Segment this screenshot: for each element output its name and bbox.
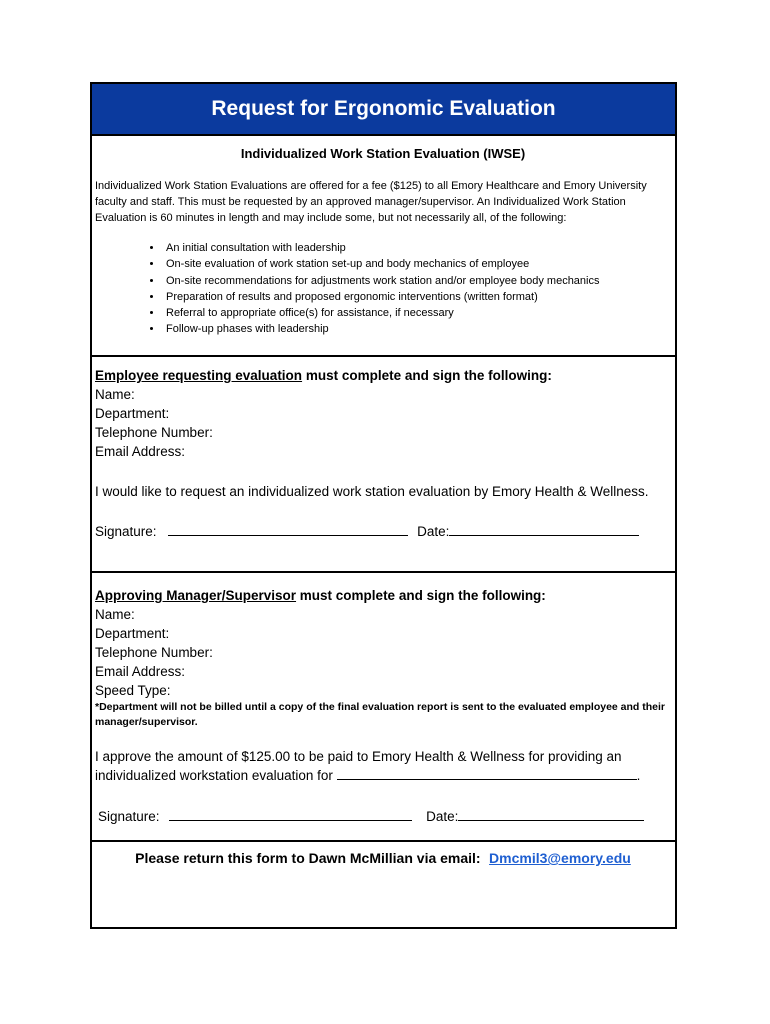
employee-statement: I would like to request an individualized work station evaluation by Emory Health & Wellness. xyxy=(95,484,649,499)
employee-heading-underlined: Employee requesting evaluation xyxy=(95,368,303,383)
employee-signature-row xyxy=(95,522,671,541)
manager-statement-text: individualized workstation evaluation for xyxy=(95,768,333,783)
employee-email-field[interactable]: Email Address: xyxy=(95,444,186,459)
manager-date-label: Date: xyxy=(426,809,459,824)
employee-heading xyxy=(95,366,671,385)
statement-period: . xyxy=(636,768,641,783)
form-title: Request for Ergonomic Evaluation xyxy=(211,97,556,120)
manager-statement-line2 xyxy=(95,766,671,785)
return-email-link[interactable]: Dmcmil3@emory.edu xyxy=(489,850,631,866)
manager-heading-underlined: Approving Manager/Supervisor xyxy=(95,588,297,603)
return-section xyxy=(92,842,675,929)
manager-department-field[interactable]: Department: xyxy=(95,626,170,641)
employee-department-field[interactable]: Department: xyxy=(95,406,170,421)
manager-heading xyxy=(95,586,671,605)
manager-phone-field[interactable]: Telephone Number: xyxy=(95,645,213,660)
list-item: • On-site recommendations for adjustments work station and/or employee body mechanics xyxy=(163,273,671,289)
manager-signature-line[interactable] xyxy=(169,807,412,821)
form-header xyxy=(92,84,675,136)
employee-date-line[interactable] xyxy=(449,522,639,536)
employee-signature-line[interactable] xyxy=(168,522,408,536)
employee-date-label: Date: xyxy=(417,524,450,539)
ergonomic-request-form xyxy=(90,82,677,929)
employee-name-line[interactable] xyxy=(337,766,637,780)
manager-section xyxy=(92,573,675,842)
services-list xyxy=(95,240,671,338)
manager-name-field[interactable]: Name: xyxy=(95,607,135,622)
employee-phone-field[interactable]: Telephone Number: xyxy=(95,425,213,440)
intro-paragraph: Individualized Work Station Evaluations are offered for a fee ($125) to all Emory Healthcare and Emory University faculty and staff. This must be requested by an approved manager/supervisor. An Individualized Work Station Evaluation is 60 minutes in length and may include some, but not necessarily all, of the following: xyxy=(95,180,647,224)
list-item: • Preparation of results and proposed ergonomic interventions (written format) xyxy=(163,289,671,305)
employee-signature-label: Signature: xyxy=(95,524,157,539)
list-item: • Referral to appropriate office(s) for assistance, if necessary xyxy=(163,305,671,321)
manager-statement-line1: I approve the amount of $125.00 to be paid to Emory Health & Wellness for providing an xyxy=(95,749,622,764)
billing-note: *Department will not be billed until a copy of the final evaluation report is sent to the evaluated employee and their manager/supervisor. xyxy=(95,701,666,728)
intro-subtitle: Individualized Work Station Evaluation (IWSE) xyxy=(240,146,526,161)
employee-heading-rest: must complete and sign the following: xyxy=(302,368,552,383)
list-item: • Follow-up phases with leadership xyxy=(163,321,671,337)
manager-heading-rest: must complete and sign the following: xyxy=(296,588,546,603)
manager-email-field[interactable]: Email Address: xyxy=(95,664,186,679)
list-item: • On-site evaluation of work station set-up and body mechanics of employee xyxy=(163,256,671,272)
list-item: • An initial consultation with leadership xyxy=(163,240,671,256)
return-instruction: Please return this form to Dawn McMillian via email: xyxy=(135,850,481,866)
employee-name-field[interactable]: Name: xyxy=(95,387,135,402)
intro-section xyxy=(92,136,675,357)
manager-date-line[interactable] xyxy=(458,807,644,821)
manager-signature-row xyxy=(95,807,671,826)
employee-section xyxy=(92,357,675,573)
manager-speed-type-field[interactable]: Speed Type: xyxy=(95,683,171,698)
manager-signature-label: Signature: xyxy=(98,809,160,824)
